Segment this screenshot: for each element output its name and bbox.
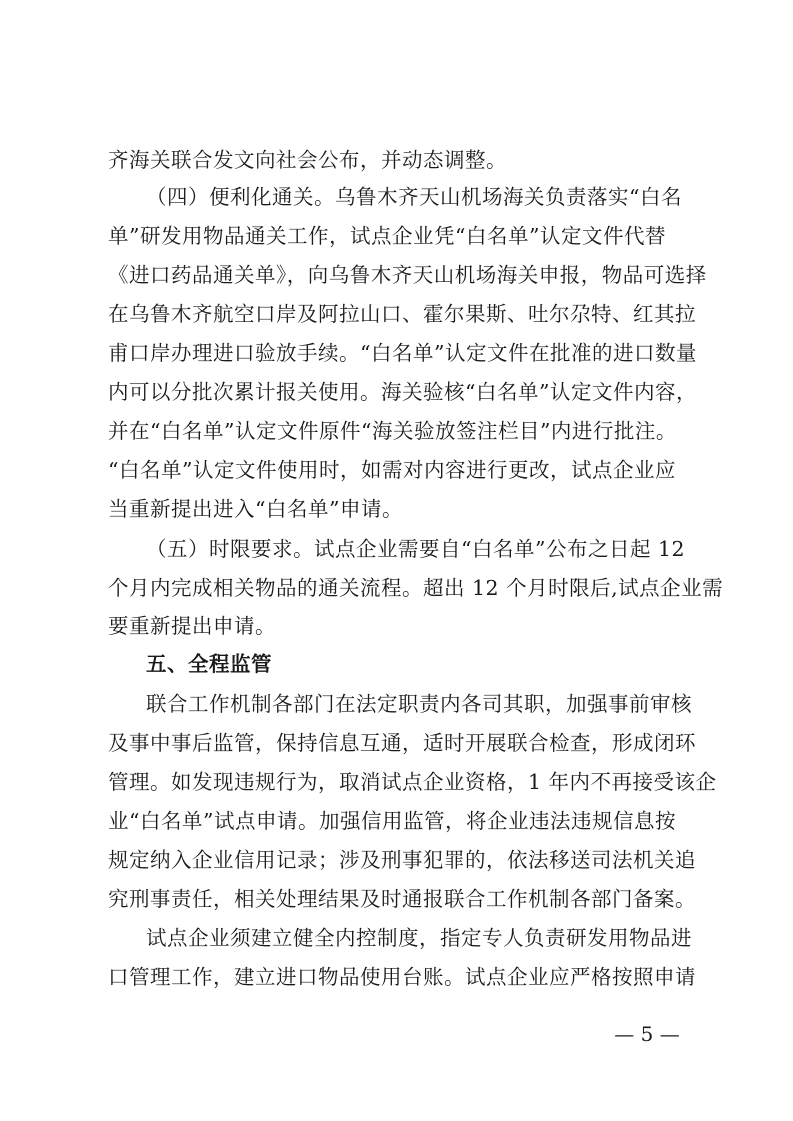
paragraph-line: 并在“白名单”认定文件原件“海关验放签注栏目”内进行批注。	[108, 419, 677, 443]
paragraph-line: 口管理工作，建立进口物品使用台账。试点企业应严格按照申请	[108, 965, 696, 989]
paragraph-line: 管理。如发现违规行为，取消试点企业资格，1 年内不再接受该企	[108, 770, 717, 794]
paragraph-line: 个月内完成相关物品的通关流程。超出 12 个月时限后,试点企业需	[108, 576, 724, 600]
paragraph-line: 试点企业须建立健全内控制度，指定专人负责研发用物品进	[146, 926, 692, 950]
paragraph-line: 齐海关联合发文向社会公布，并动态调整。	[108, 148, 507, 172]
paragraph-line: “白名单”认定文件使用时，如需对内容进行更改，试点企业应	[108, 458, 676, 482]
page-number: — 5 —	[614, 1022, 680, 1046]
paragraph-line: 当重新提出进入“白名单”申请。	[108, 497, 403, 521]
paragraph-line: 规定纳入企业信用记录；涉及刑事犯罪的，依法移送司法机关追	[108, 848, 696, 872]
paragraph-line: 甫口岸办理进口验放手续。“白名单”认定文件在批准的进口数量	[108, 341, 697, 365]
paragraph-line: 及事中事后监管，保持信息互通，适时开展联合检查，形成闭环	[108, 731, 696, 755]
paragraph-line: 要重新提出申请。	[108, 614, 276, 638]
paragraph-line: 究刑事责任，相关处理结果及时通报联合工作机制各部门备案。	[108, 887, 696, 911]
paragraph-line: 联合工作机制各部门在法定职责内各司其职，加强事前审核	[146, 692, 692, 716]
paragraph-line: （四）便利化通关。乌鲁木齐天山机场海关负责落实“白名	[146, 185, 682, 209]
paragraph-line: 业“白名单”试点申请。加强信用监管，将企业违法违规信息按	[108, 809, 676, 833]
paragraph-line: （五）时限要求。试点企业需要自“白名单”公布之日起 12	[146, 537, 686, 561]
paragraph-line: 单”研发用物品通关工作，试点企业凭“白名单”认定文件代替	[108, 224, 666, 248]
section-heading: 五、全程监管	[146, 652, 272, 676]
paragraph-line: 《进口药品通关单》，向乌鲁木齐天山机场海关申报，物品可选择	[108, 263, 707, 287]
paragraph-line: 在乌鲁木齐航空口岸及阿拉山口、霍尔果斯、吐尔尕特、红其拉	[108, 302, 696, 326]
paragraph-line: 内可以分批次累计报关使用。海关验核“白名单”认定文件内容，	[108, 380, 697, 404]
